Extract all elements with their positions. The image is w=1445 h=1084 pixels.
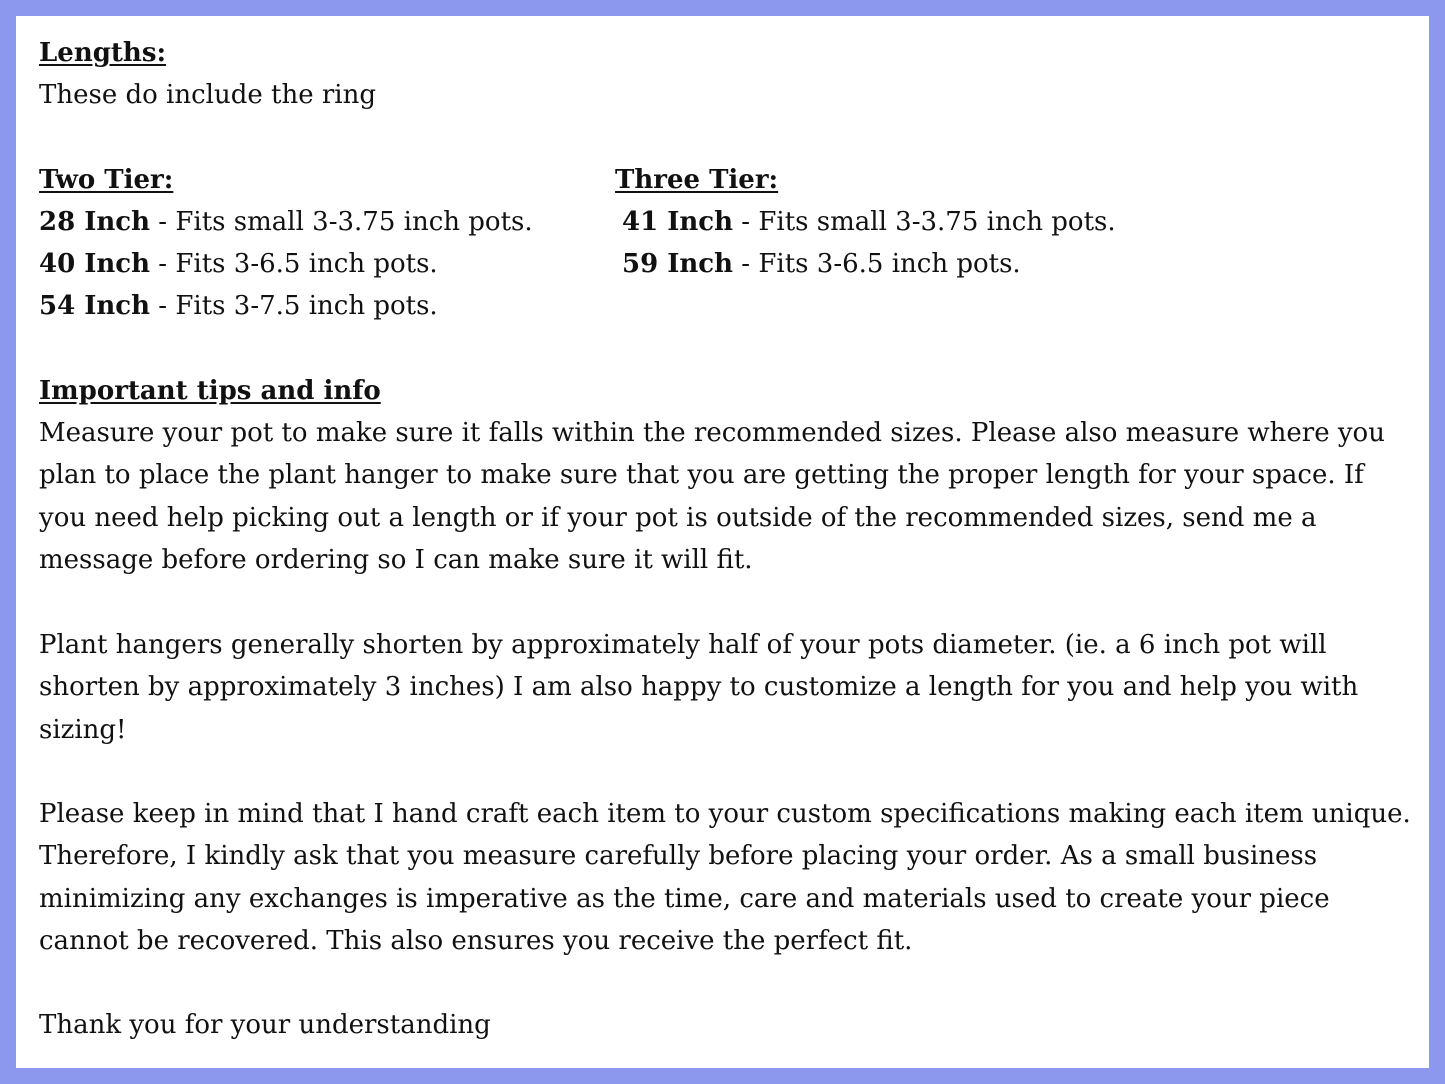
size-label: 54 Inch xyxy=(39,291,151,321)
two-tier-item xyxy=(39,243,438,285)
info-card xyxy=(16,16,1429,1068)
two-tier-heading: Two Tier: xyxy=(39,165,174,195)
lengths-heading: Lengths: xyxy=(39,38,167,68)
size-description: - Fits small 3-3.75 inch pots. xyxy=(150,207,533,237)
size-label: 41 Inch xyxy=(622,207,734,237)
size-description: - Fits 3-6.5 inch pots. xyxy=(733,249,1021,279)
tips-paragraph-shorten: Plant hangers generally shorten by approximately half of your pots diameter. (ie. a 6 inch pot will shorten by approximately 3 inches) I am also happy to customize a length for you and help you with sizing! xyxy=(39,630,1359,745)
three-tier-item xyxy=(622,243,1021,285)
size-label: 59 Inch xyxy=(622,249,734,279)
closing-text: Thank you for your understanding xyxy=(39,1010,491,1040)
tips-paragraph-measure: Measure your pot to make sure it falls within the recommended sizes. Please also measure where you plan to place the plant hanger to make sure that you are getting the proper length for your space. If you need help picking out a length or if your pot is outside of the recommended sizes, send me a message before ordering so I can make sure it will fit. xyxy=(39,418,1385,575)
tips-heading: Important tips and info xyxy=(39,376,381,406)
size-description: - Fits 3-6.5 inch pots. xyxy=(150,249,438,279)
three-tier-item xyxy=(622,201,1116,243)
size-description: - Fits 3-7.5 inch pots. xyxy=(150,291,438,321)
lengths-note: These do include the ring xyxy=(39,80,376,110)
tips-paragraph-custom: Please keep in mind that I hand craft each item to your custom specifications making each item unique. Therefore, I kindly ask that you measure carefully before placing your order. As a small business minimizing any exchanges is imperative as the time, care and materials used to create your piece cannot be recovered. This also ensures you receive the perfect fit. xyxy=(39,799,1411,956)
size-label: 40 Inch xyxy=(39,249,151,279)
size-label: 28 Inch xyxy=(39,207,151,237)
two-tier-item xyxy=(39,285,438,327)
three-tier-heading: Three Tier: xyxy=(615,165,779,195)
two-tier-item xyxy=(39,201,533,243)
size-description: - Fits small 3-3.75 inch pots. xyxy=(733,207,1116,237)
